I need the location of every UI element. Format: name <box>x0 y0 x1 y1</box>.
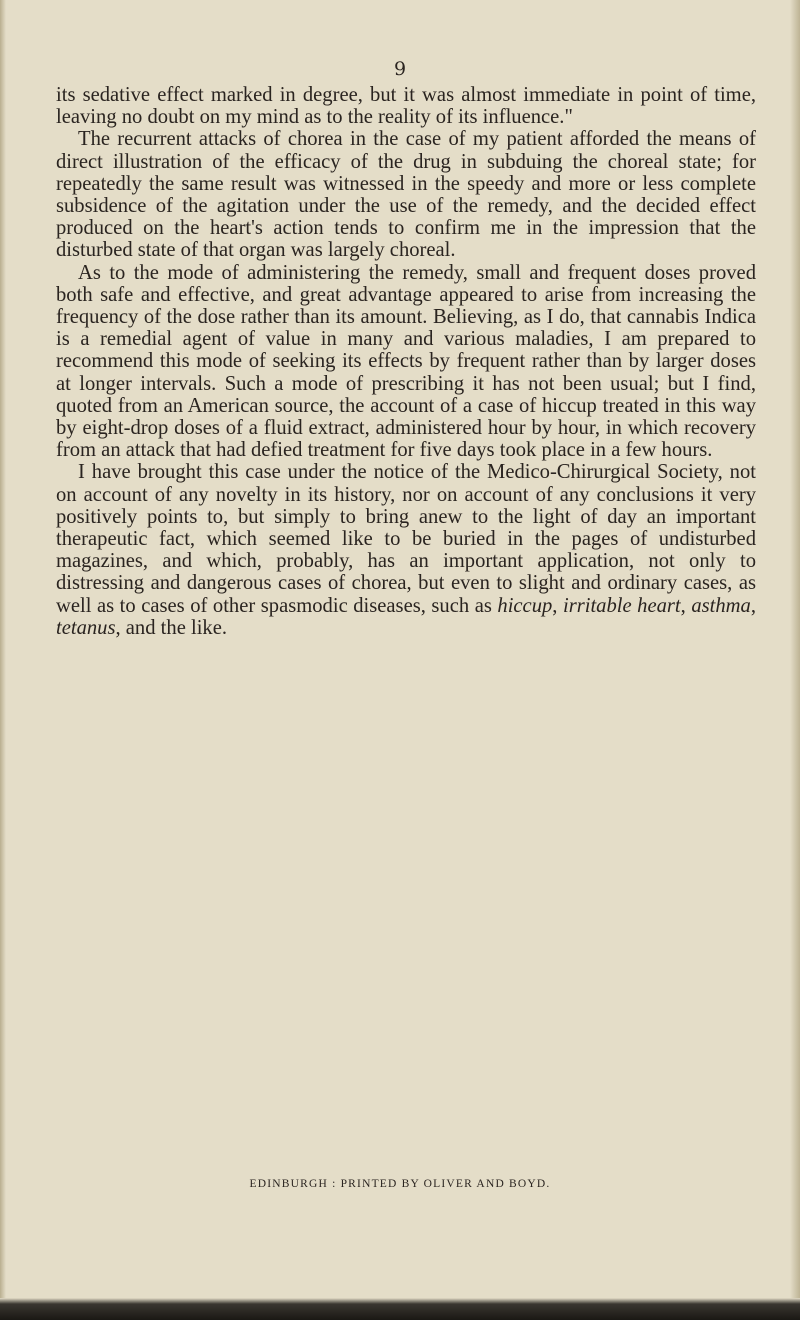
paragraph-2: The recurrent attacks of chorea in the case of my patient afforded the means of direct illustration of the efficacy of the drug in subduing the choreal state; for repeatedly the same result was witnessed in the speedy and more or less complete subsidence of the agitation under the use of the remedy, and the decided effect produced on the heart's action tends to confirm me in the impression that the disturbed state of that organ was largely choreal. <box>56 128 756 262</box>
page-left-edge <box>0 0 6 1320</box>
paragraph-4-tail: , and the like. <box>115 616 228 639</box>
term-irritable-heart: irritable heart <box>562 594 681 617</box>
separator: , <box>680 594 692 617</box>
paragraph-4-lead: I have brought this case under the notice of the Medico-Chirurgical Society, not on account of any novelty in its history, nor on account of any conclusions it very positively points to, but simply to bring anew to the light of day an important therapeutic fact, which seemed like to be buried in the pages of undisturbed magazines, and which, probably, has an important application, not only to distressing and dangerous cases of chorea, but even to slight and ordinary cases, as well as to cases of other spasmodic diseases, such as <box>56 461 756 617</box>
separator: , <box>750 594 756 617</box>
page-right-edge <box>790 0 800 1320</box>
term-tetanus: tetanus <box>56 616 116 639</box>
body-text <box>56 84 756 639</box>
term-asthma: asthma <box>691 594 751 617</box>
page-bottom-shadow <box>0 1298 800 1320</box>
paragraph-3: As to the mode of administering the remedy, small and frequent doses proved both safe and effective, and great advantage appeared to arise from increasing the frequency of the dose rather than its amount. Believing, as I do, that cannabis Indica is a remedial agent of value in many and various maladies, I am prepared to recommend this mode of seeking its effects by frequent rather than by larger doses at longer intervals. Such a mode of prescribing it has not been usual; but I find, quoted from an American source, the account of a case of hiccup treated in this way by eight-drop doses of a fluid extract, administered hour by hour, in which recovery from an attack that had defied treatment for five days took place in a few hours. <box>56 261 756 462</box>
paragraph-1: its sedative effect marked in degree, but it was almost immediate in point of time, leaving no doubt on my mind as to the reality of its influence." <box>56 84 756 129</box>
term-hiccup: hiccup <box>497 594 553 617</box>
page-number: 9 <box>393 58 407 80</box>
separator: , <box>552 594 563 617</box>
paragraph-4 <box>56 461 756 639</box>
printer-imprint: EDINBURGH : PRINTED BY OLIVER AND BOYD. <box>249 1178 551 1190</box>
